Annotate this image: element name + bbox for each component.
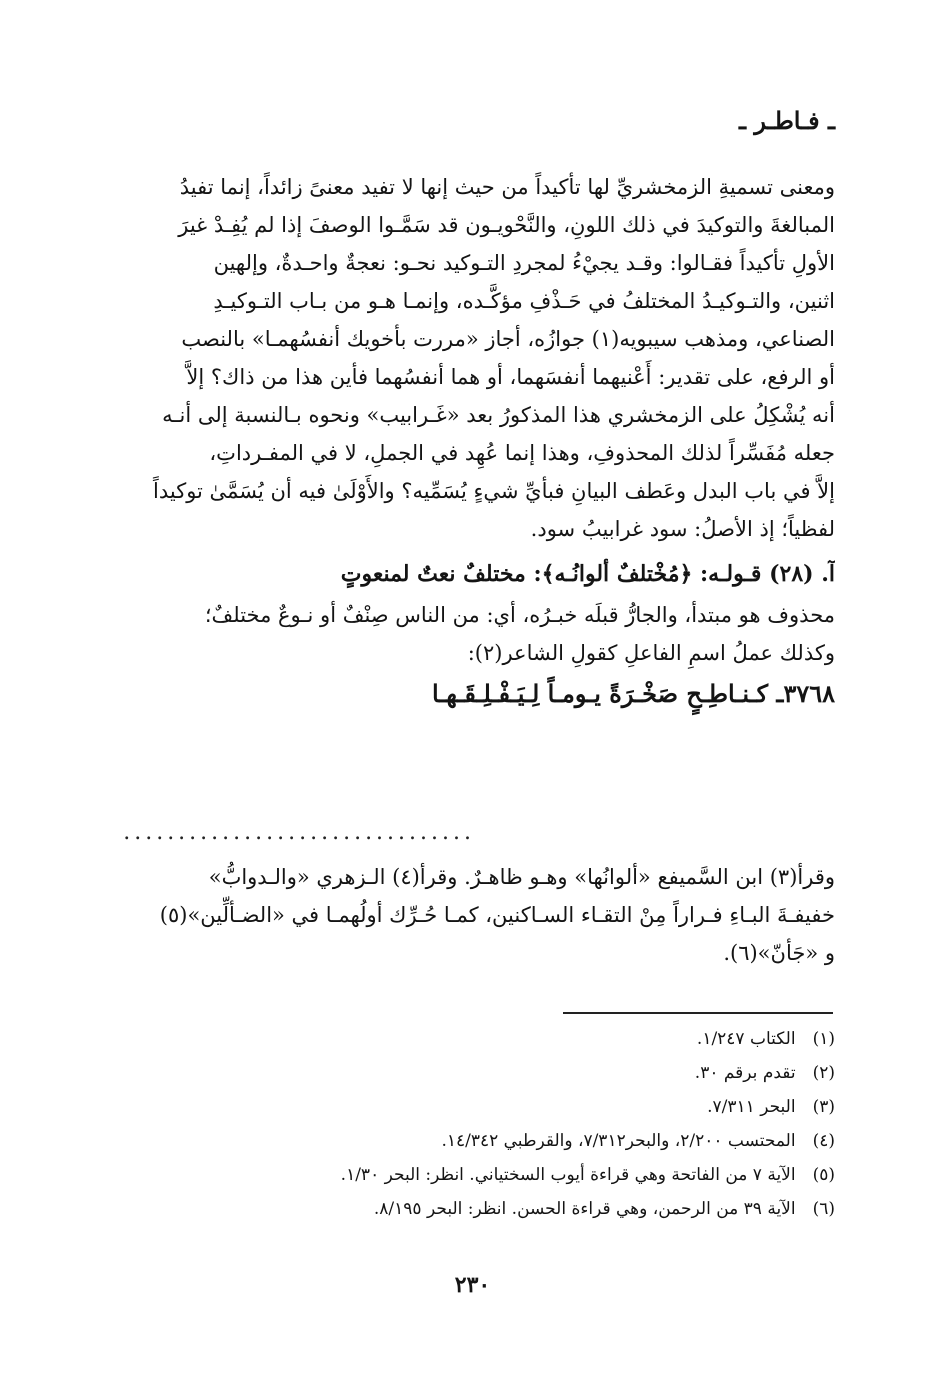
footnote-text: الآية ٧ من الفاتحة وهي قراءة أيوب السختياني. انظر: البحر ١/٣٠. [340, 1165, 796, 1185]
footnote-number: (٤) [812, 1131, 835, 1151]
footnote-number: (٣) [812, 1097, 835, 1117]
text-line: اثنين، والتـوكيـدُ المختلفُ في حَـذْفِ مؤكَّـده، وإنمـا هـو من بـاب التـوكيـدِ [213, 289, 835, 313]
text-line: خفيفـةَ البـاءِ فـراراً مِنْ التقـاء السـاكنين، كمـا حُـرِّك أولُهمـا في «الضـألِّين»(٥) [159, 903, 835, 927]
text-line: الأولِ تأكيداً فقـالوا: وقـد يجيْءُ لمجردِ التـوكيد نحـو: نعجةٌ واحـدةٌ، وإلهين [213, 251, 835, 275]
readings-section [135, 858, 835, 972]
text-line: وقرأ(٣) ابن السَّميفع «ألوانُها» وهـو ظاهـرٌ. وقرأ(٤) الـزهري «والـدوابُّ» [208, 865, 835, 889]
running-header: ـ فـاطـر ـ [739, 106, 835, 135]
footnote-text: المحتسب ٢/٢٠٠، والبحر٧/٣١٢، والقرطبي ١٤/٣٤٢. [441, 1131, 796, 1151]
text-line: أنه يُشْكِلُ على الزمخشري هذا المذكورُ بعد «غَـرابيب» ونحوه بـالنسبة إلى أنـه [162, 403, 835, 427]
text-line: الصناعي، ومذهب سيبويه(١) جوازُه، أجاز «مررت بأخويك أنفسُهمـا» بالنصب [181, 327, 835, 351]
text-line: ومعنى تسميةِ الزمخشريِّ لها تأكيداً من حيث إنها لا تفيد معنىً زائداً، إنما تفيدُ [179, 175, 835, 199]
footnote-divider [563, 1012, 833, 1014]
footnote-text: الآية ٣٩ من الرحمن، وهي قراءة الحسن. انظر: البحر ٨/١٩٥. [373, 1199, 796, 1219]
footnote-number: (١) [812, 1029, 835, 1049]
footnote-text: تقدم برقم ٣٠. [694, 1063, 796, 1083]
footnote-text: الكتاب ١/٢٤٧. [696, 1029, 796, 1049]
text-line: وكذلك عملُ اسمِ الفاعلِ كقولِ الشاعر(٢): [467, 641, 835, 665]
footnote [135, 1124, 835, 1158]
footnote [135, 1056, 835, 1090]
footnote-number: (٢) [812, 1063, 835, 1083]
text-line: جعله مُفَسِّراً لذلك المحذوفِ، وهذا إنما عُهِد في الجملِ، لا في المفـرداتِ، [209, 441, 835, 465]
footnote [135, 1192, 835, 1226]
footnote-number: (٥) [812, 1165, 835, 1185]
main-text [135, 168, 835, 716]
footnote-text: البحر ٧/٣١١. [707, 1097, 796, 1117]
footnote-number: (٦) [812, 1199, 835, 1219]
section-heading: آ. (٢٨) قـولـه: ﴿مُخْتلفٌ ألوانُـه﴾: مختلفٌ نعتٌ لمنعوتٍ [340, 561, 835, 587]
text-line: المبالغةَ والتوكيدَ في ذلك اللونِ، والنَّحْويـون قد سَمَّـوا الوصفَ إذا لم يُفِـدْ غيرَ [178, 213, 835, 237]
text-line: لفظياً؛ إذ الأصلُ: سود غرابيبُ سود. [530, 517, 835, 541]
text-line: و «جَأنّ»(٦). [723, 941, 835, 965]
footnote [135, 1158, 835, 1192]
separator-dots: ................................ [123, 820, 475, 845]
poetry-verse: ٣٧٦٨ـ كـنـاطِـحٍ صَخْـرَةً يـومـاً لِـيَـفْـلِـقَـهـا [431, 679, 835, 708]
page-number: ٢٣٠ [454, 1272, 491, 1298]
footnotes [135, 1022, 835, 1226]
text-line: أو الرفع، على تقدير: أَعْنيهما أنفسَهما، أو هما أنفسُهما فأين هذا من ذاك؟ إلاَّ [186, 365, 835, 389]
footnote [135, 1022, 835, 1056]
text-line: إلاَّ في باب البدل وعَطف البيانِ فبأيِّ شيءٍ يُسَمِّيه؟ والأَوْلَىٰ فيه أن يُسَمَّىٰ توكيداً [153, 479, 835, 503]
text-line: محذوف هو مبتدأ، والجارُّ قبلَه خبـرُه، أي: من الناس صِنْفٌ أو نـوعٌ مختلفٌ؛ [204, 603, 835, 627]
footnote [135, 1090, 835, 1124]
